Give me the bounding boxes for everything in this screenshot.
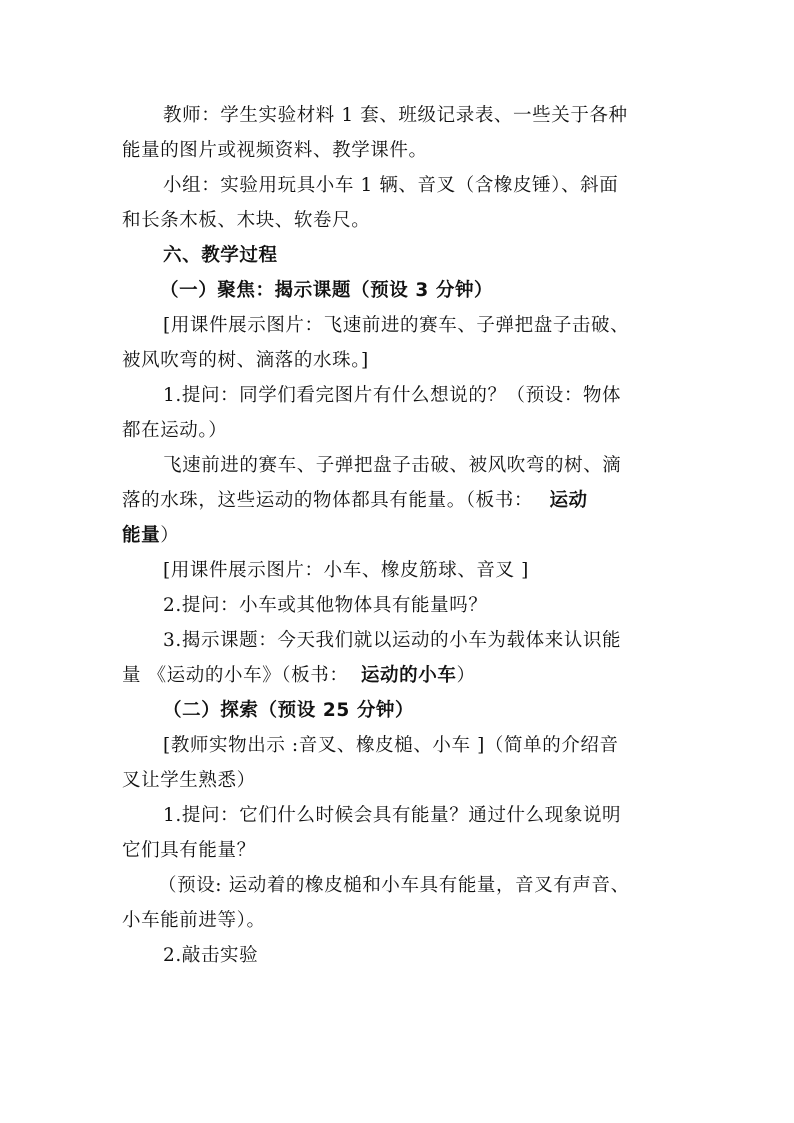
group-materials-line-2: 和长条木板、木块、软卷尺。 <box>122 210 371 231</box>
part1-paragraph-line-1: 飞速前进的赛车、子弹把盘子击破、被风吹弯的树、滴 <box>163 455 622 476</box>
part2-heading: （二）探索（预设 25 分钟） <box>163 700 415 721</box>
close-paren: ） <box>160 525 180 546</box>
board-writing-motion: 运动 <box>549 490 588 511</box>
part1-paragraph-line-2-text: 落的水珠，这些运动的物体都具有能量。（板书： <box>122 490 533 511</box>
part1-paragraph-line-2 <box>122 489 588 513</box>
board-writing-energy: 能量 <box>122 525 161 546</box>
group-materials-line-1: 小组：实验用玩具小车 1 辆、音叉（含橡皮锤）、斜面 <box>163 175 619 196</box>
part2-question-1-line-2: 它们具有能量？ <box>122 840 256 861</box>
part2-show-objects-line-1: [教师实物出示 :音叉、橡皮槌、小车 ]（简单的介绍音 <box>163 735 619 756</box>
part1-show-images-line-2: 被风吹弯的树、滴落的水珠。] <box>122 350 369 371</box>
teacher-materials-line-1: 教师：学生实验材料 1 套、班级记录表、一些关于各种 <box>163 105 628 126</box>
part1-heading: （一）聚焦：揭示课题（预设 3 分钟） <box>160 280 494 301</box>
teacher-materials-line-2: 能量的图片或视频资料、教学课件。 <box>122 140 428 161</box>
part2-experiment-heading: 2.敲击实验 <box>163 945 259 966</box>
part1-paragraph-line-3 <box>122 524 179 548</box>
part1-show-images-2: [用课件展示图片：小车、橡皮筋球、音叉 ] <box>163 560 529 581</box>
section-heading-teaching-process: 六、教学过程 <box>163 245 278 266</box>
part2-show-objects-line-2: 叉让学生熟悉） <box>122 770 256 791</box>
board-writing-moving-car: 运动的小车 <box>360 665 457 686</box>
part2-preset-line-1: （预设: 运动着的橡皮槌和小车具有能量，音叉有声音、 <box>158 875 630 896</box>
part1-question-1-line-1: 1.提问：同学们看完图片有什么想说的？（预设：物体 <box>163 385 622 406</box>
board-writing-close: ） <box>456 665 476 686</box>
part1-question-3-line-2-text: 量 《运动的小车》（板书： <box>122 665 349 686</box>
part1-question-1-line-2: 都在运动。） <box>122 420 228 441</box>
part1-question-2: 2.提问：小车或其他物体具有能量吗？ <box>163 595 488 616</box>
part1-question-3-line-2 <box>122 664 476 688</box>
part1-show-images-line-1: [用课件展示图片：飞速前进的赛车、子弹把盘子击破、 <box>163 315 630 336</box>
part2-question-1-line-1: 1.提问：它们什么时候会具有能量？通过什么现象说明 <box>163 805 622 826</box>
part2-preset-line-2: 小车能前进等）。 <box>122 910 266 931</box>
part1-question-3-line-1: 3.揭示课题：今天我们就以运动的小车为载体来认识能 <box>163 630 622 651</box>
